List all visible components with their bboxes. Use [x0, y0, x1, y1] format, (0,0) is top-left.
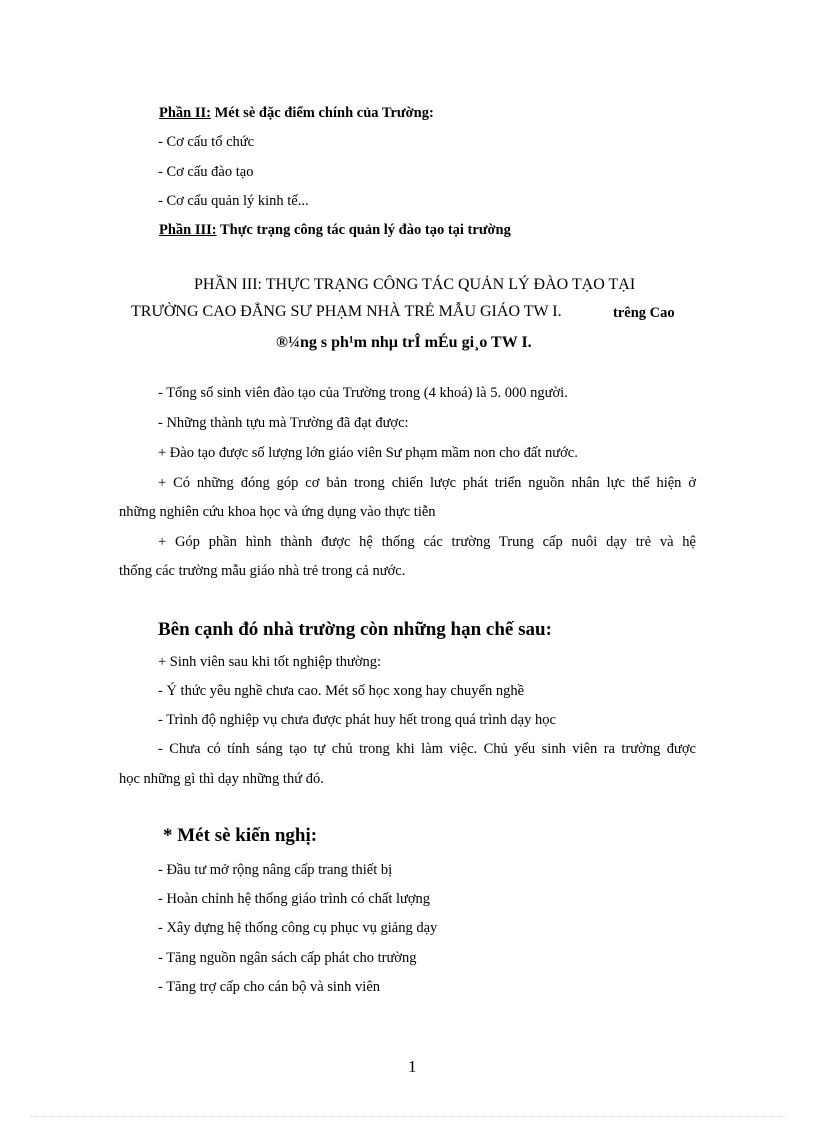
part3-heading — [159, 221, 511, 239]
part2-item: - Cơ cấu quản lý kinh tế... — [158, 193, 309, 209]
part3-label: Phần III: — [159, 222, 217, 238]
part2-title: Mét sè đặc điểm chính của Trường: — [210, 105, 434, 121]
recommend-item: - Đầu tư mở rộng nâng cấp trang thiết bị — [158, 862, 393, 878]
recommend-heading: * Mét sè kiến nghị: — [163, 825, 318, 846]
page-bottom-divider — [30, 1116, 786, 1117]
limits-item: - Ý thức yêu nghề chưa cao. Mét số học xong hay chuyển nghề — [158, 683, 525, 699]
body-paragraph-continued: thống các trường mẫu giáo nhà trẻ trong cả nước. — [119, 563, 406, 579]
main-title-line3: ®¼ng s ph¹m nhµ trÎ mÉu gi¸o TW I. — [276, 334, 532, 351]
body-paragraph: + Góp phần hình thành được hệ thống các trường Trung cấp nuôi dạy trẻ và hệ — [158, 534, 696, 550]
body-paragraph: + Đào tạo được số lượng lớn giáo viên Sư phạm mầm non cho đất nước. — [158, 445, 578, 461]
page-number: 1 — [408, 1057, 417, 1076]
limits-heading: Bên cạnh đó nhà trường còn những hạn chế sau: — [158, 619, 552, 640]
part2-item: - Cơ cấu đào tạo — [158, 164, 254, 180]
part2-label: Phần II: — [159, 105, 211, 121]
part2-item: - Cơ cấu tổ chức — [158, 134, 255, 150]
body-paragraph: - Tổng số sinh viên đào tạo của Trường trong (4 khoá) là 5. 000 người. — [158, 385, 568, 401]
recommend-item: - Tăng nguồn ngân sách cấp phát cho trường — [158, 950, 417, 966]
body-paragraph: - Những thành tựu mà Trường đã đạt được: — [158, 415, 409, 431]
recommend-item: - Xây dựng hệ thống công cụ phục vụ giảng dạy — [158, 920, 438, 936]
main-title-line2 — [131, 302, 562, 322]
limits-item: - Trình độ nghiệp vụ chưa được phát huy hết trong quá trình dạy học — [158, 712, 556, 728]
recommend-item: - Tăng trợ cấp cho cán bộ và sinh viên — [158, 979, 381, 995]
limits-item: - Chưa có tính sáng tạo tự chủ trong khi làm việc. Chủ yếu sinh viên ra trường được — [158, 741, 696, 757]
limits-item: + Sinh viên sau khi tốt nghiệp thường: — [158, 654, 382, 670]
part2-heading — [159, 104, 434, 122]
body-paragraph-continued: những nghiên cứu khoa học và ứng dụng vào thực tiễn — [119, 504, 436, 520]
body-paragraph: + Có những đóng góp cơ bản trong chiến lược phát triển nguồn nhân lực thể hiện ở — [158, 475, 696, 491]
main-title-line1: PHẦN III: THỰC TRẠNG CÔNG TÁC QUẢN LÝ ĐÀO TẠO TẠI — [194, 276, 636, 293]
main-title-line2-extra: trêng Cao — [613, 305, 675, 321]
part3-title: Thực trạng công tác quản lý đào tạo tại trường — [216, 222, 511, 238]
limits-item-continued: học những gì thì dạy những thứ đó. — [119, 771, 324, 787]
recommend-item: - Hoàn chỉnh hệ thống giáo trình có chất lượng — [158, 891, 431, 907]
main-title-line2-text: TRƯỜNG CAO ĐẲNG SƯ PHẠM NHÀ TRẺ MẪU GIÁO TW I. — [131, 303, 562, 320]
